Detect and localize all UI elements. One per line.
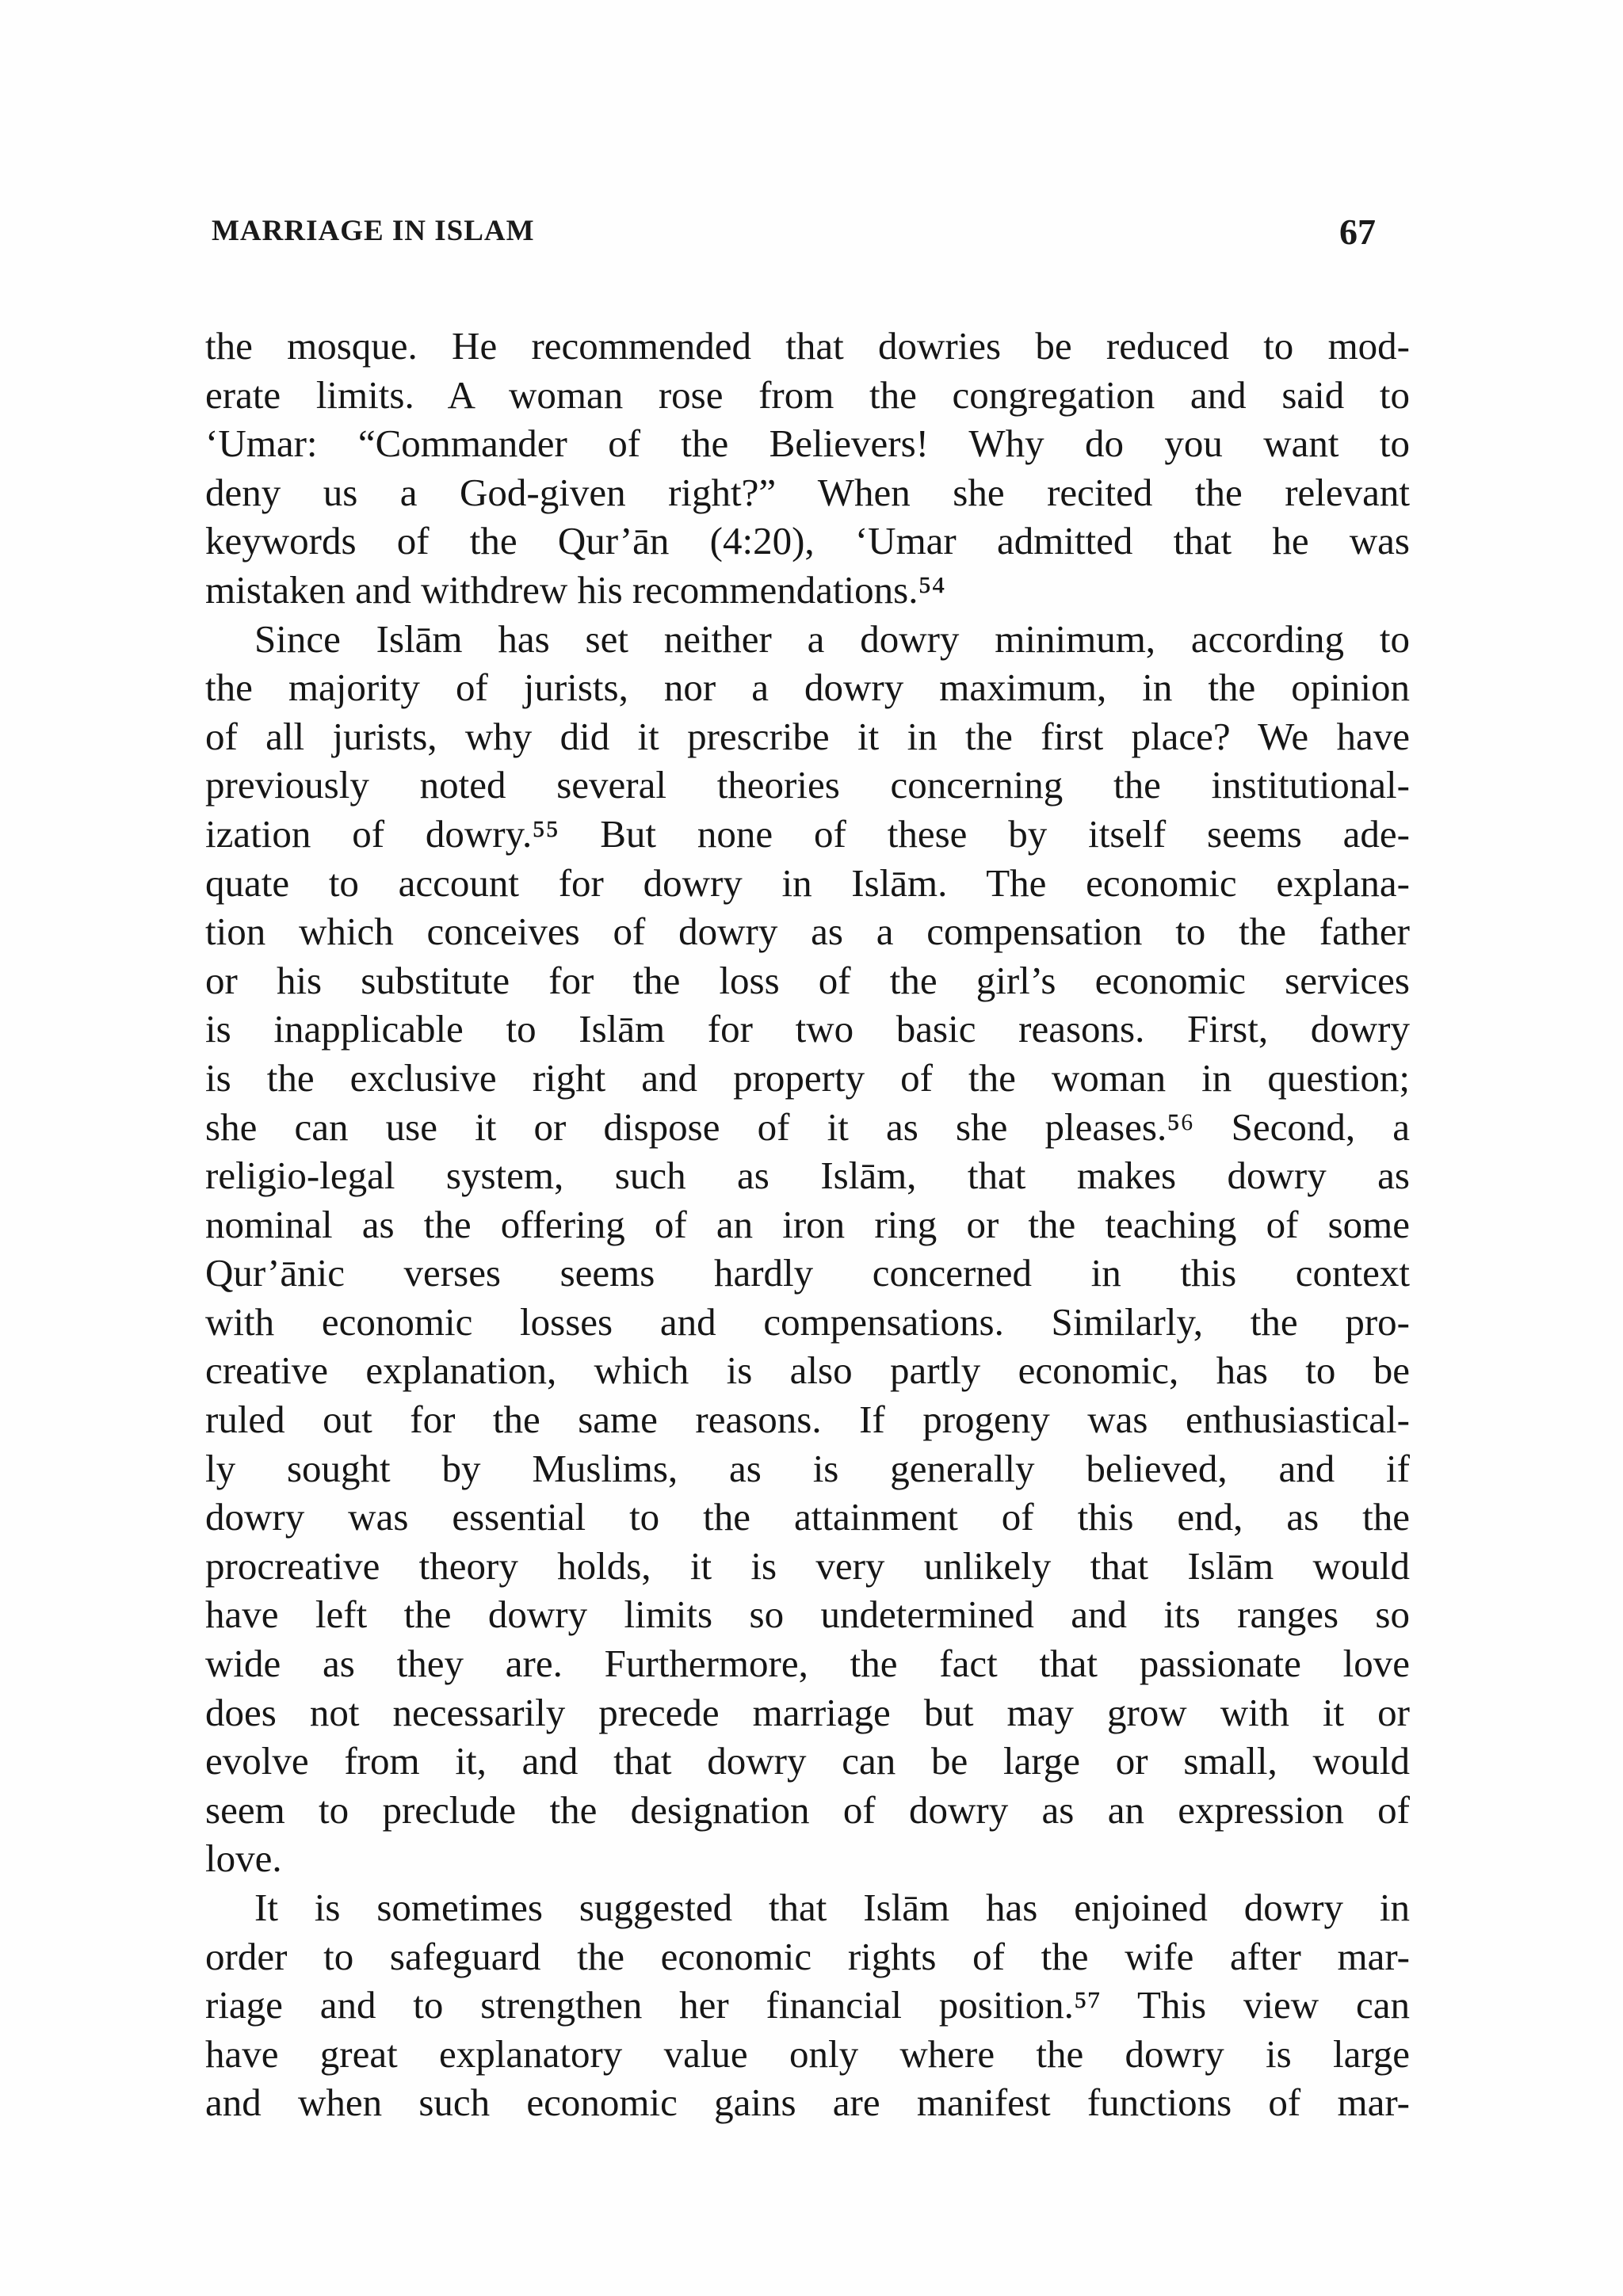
text-line: ly sought by Muslims, as is generally believed, and if (205, 1446, 1410, 1490)
text-line: Qur’ānic verses seems hardly concerned in this context (205, 1251, 1410, 1295)
body-text (205, 322, 1410, 2127)
text-line: religio-legal system, such as Islām, that makes dowry as (205, 1154, 1410, 1198)
text-line: and when such economic gains are manifest functions of mar- (205, 2081, 1410, 2125)
text-line: does not necessarily precede marriage but may grow with it or (205, 1690, 1410, 1734)
text-line: ‘Umar: “Commander of the Believers! Why do you want to (205, 421, 1410, 466)
text-line: keywords of the Qur’ān (4:20), ‘Umar admitted that he was (205, 519, 1410, 563)
text-line: evolve from it, and that dowry can be large or small, would (205, 1739, 1410, 1783)
text-line: Since Islām has set neither a dowry minimum, according to (254, 616, 1410, 661)
text-line: have left the dowry limits so undetermined and its ranges so (205, 1592, 1410, 1637)
text-line: procreative theory holds, it is very unlikely that Islām would (205, 1543, 1410, 1588)
text-line: creative explanation, which is also partly economic, has to be (205, 1348, 1410, 1393)
text-line: is the exclusive right and property of the woman in question; (205, 1055, 1410, 1100)
text-line: the mosque. He recommended that dowries be reduced to mod- (205, 324, 1410, 368)
text-line: quate to account for dowry in Islām. The economic explana- (205, 860, 1410, 905)
text-line: order to safeguard the economic rights of the wife after mar- (205, 1934, 1410, 1978)
text-line: mistaken and withdrew his recommendations.⁵⁴ (205, 567, 945, 612)
text-line: nominal as the offering of an iron ring or the teaching of some (205, 1202, 1410, 1246)
text-line: ization of dowry.⁵⁵ But none of these by itself seems ade- (205, 811, 1410, 856)
text-line: the majority of jurists, nor a dowry maximum, in the opinion (205, 666, 1410, 710)
text-line: seem to preclude the designation of dowry as an expression of (205, 1787, 1410, 1832)
running-title: MARRIAGE IN ISLAM (212, 215, 535, 247)
text-line: tion which conceives of dowry as a compensation to the father (205, 910, 1410, 954)
text-line: ruled out for the same reasons. If progeny was enthusiastical- (205, 1398, 1410, 1442)
text-line: It is sometimes suggested that Islām has enjoined dowry in (254, 1886, 1410, 1929)
text-line: previously noted several theories concerning the institutional- (205, 763, 1410, 807)
text-line: wide as they are. Furthermore, the fact that passionate love (205, 1642, 1410, 1686)
text-line: of all jurists, why did it prescribe it in the first place? We have (205, 714, 1410, 758)
text-line: is inapplicable to Islām for two basic reasons. First, dowry (205, 1007, 1410, 1051)
text-line: she can use it or dispose of it as she pleases.⁵⁶ Second, a (205, 1104, 1410, 1149)
text-line: erate limits. A woman rose from the congregation and said to (205, 372, 1410, 417)
text-line: dowry was essential to the attainment of this end, as the (205, 1495, 1410, 1539)
text-line: or his substitute for the loss of the girl’s economic services (205, 958, 1410, 1002)
text-line: with economic losses and compensations. Similarly, the pro- (205, 1299, 1410, 1344)
page-number: 67 (1339, 212, 1376, 252)
text-line: have great explanatory value only where the dowry is large (205, 2031, 1410, 2076)
text-line: deny us a God-given right?” When she recited the relevant (205, 470, 1410, 514)
text-line: riage and to strengthen her financial position.⁵⁷ This view can (205, 1983, 1410, 2027)
text-line: love. (205, 1836, 282, 1881)
